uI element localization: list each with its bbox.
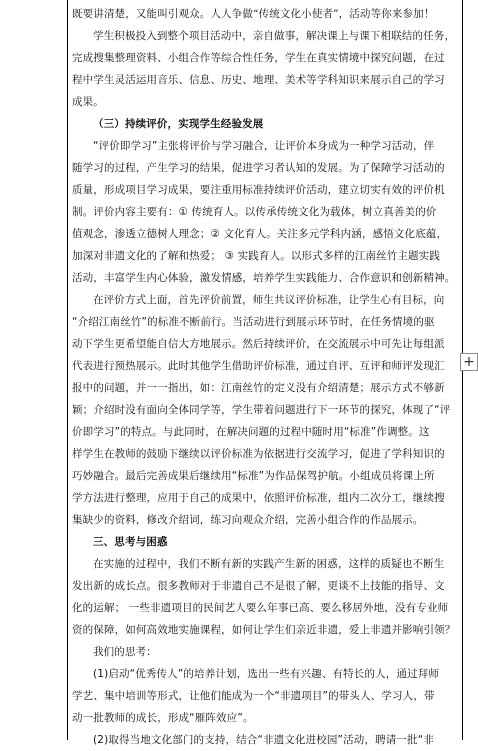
text-line: 发出新的成长点。很多教师对于非遗自己不是很了解，更谈不上技能的指导、文 xyxy=(72,580,445,592)
text-line: 学生积极投入到整个项目活动中，亲自做事，解决课上与课下相联结的任务， xyxy=(93,30,456,42)
section-heading: 三、思考与困惑 xyxy=(93,536,168,548)
text-line: 报中的问题，并一一指出，如：江南丝竹的定义没有介绍清楚；展示方式不够新 xyxy=(72,382,445,394)
text-line: 资的保障，如何高效地实施课程，如何让学生们亲近非遗，爱上非遗并影响引领？ xyxy=(72,624,456,636)
text-line: 化的运解； 一些非遗项目的民间艺人要么年事已高、要么移居外地，没有专业师 xyxy=(72,602,449,614)
text-line: 在评价方式上面，首先评价前置，师生共议评价标准，让学生心有目标，向 xyxy=(93,294,445,306)
text-line: 代表进行预热展示。此时其他学生借助评价标准，通过自评、互评和师评发现汇 xyxy=(72,360,445,372)
text-line: 样学生在教师的鼓励下继续以评价标准为依据进行交流学习，促进了学科知识的 xyxy=(72,448,445,460)
list-item: (2)取得当地文化部门的支持，结合“非遗文化进校园”活动，聘请一批“非 xyxy=(93,734,434,746)
text-line: 集缺少的资料，修改介绍词，练习向观众介绍，完善小组合作的作品展示。 xyxy=(72,514,424,526)
text-line: 完成搜集整理资料、小组合作等综合性任务，学生在真实情境中探究问题，在过 xyxy=(72,52,445,64)
text-line: 巧妙融合。最后完善成果后继续用“标准”为作品保驾护航。小组成员将课上所 xyxy=(72,470,435,482)
text-line: 颖；介绍时没有面向全体同学等，学生带着问题进行下一环节的探究，体现了“评 xyxy=(72,404,451,416)
text-line: 程中学生灵活运用音乐、信息、历史、地理、美术等学科知识来展示自己的学习 xyxy=(72,74,445,86)
text-line: 加深对非遗文化的了解和热爱； ③ 实践育人。以形式多样的江南丝竹主题实践 xyxy=(72,250,440,262)
text-line: 学艺、集中培训等形式，让他们能成为一个“非遗项目”的带头人、学习人，带 xyxy=(72,690,435,702)
text-line: “评价即学习”主张将评价与学习融合，让评价本身成为一种学习活动，伴 xyxy=(93,140,435,152)
text-line: 既要讲清楚，又能叫引观众。人人争做“传统文化小使者”，活动等你来参加！ xyxy=(72,8,435,20)
document-body xyxy=(72,3,457,751)
text-line: 质量，形成项目学习成果，要注重用标准持续评价活动，建立切实有效的评价机 xyxy=(72,184,445,196)
text-line: 在实施的过程中，我们不断有新的实践产生新的困惑，这样的质疑也不断生 xyxy=(93,558,445,570)
text-line: 我们的思考： xyxy=(93,646,157,658)
text-line: 动一批教师的成长，形成“雁阵效应”。 xyxy=(72,712,254,724)
text-line: 随学习的过程，产生学习的结果，促进学习者认知的发展。为了保障学习活动的 xyxy=(72,162,445,174)
text-line: 制。评价内容主要有：① 传统育人。以传承传统文化为载体，树立真善美的价 xyxy=(72,206,437,218)
list-item: (1)启动“优秀传人”的培养计划，选出一些有兴趣、有特长的人，通过拜师 xyxy=(93,668,440,680)
text-line: 学方法进行整理，应用于自己的成果中，依照评价标准，组内二次分工，继续搜 xyxy=(72,492,445,504)
section-heading: （三）持续评价，实现学生经验发展 xyxy=(93,118,264,130)
text-line: 动下学生更希望能自信大方地展示。然后持续评价，在交流展示中可先让每组派 xyxy=(72,338,445,350)
text-line: 值观念，渗透立德树人理念；② 文化育人。关注多元学科内涵，感悟文化底蕴， xyxy=(72,228,448,240)
expand-button[interactable]: + xyxy=(460,353,478,371)
text-line: 价即学习”的特点。与此同时，在解决问题的过程中随时用“标准”作调整。这 xyxy=(72,426,430,438)
text-line: 成果。 xyxy=(72,96,104,108)
table-left-border xyxy=(67,0,68,740)
text-line: 活动，丰富学生内心体验，激发情感，培养学生实践能力、合作意识和创新精神。 xyxy=(72,272,456,284)
text-line: “介绍江南丝竹”的标准不断前行。当活动进行到展示环节时，在任务情境的驱 xyxy=(72,316,435,328)
